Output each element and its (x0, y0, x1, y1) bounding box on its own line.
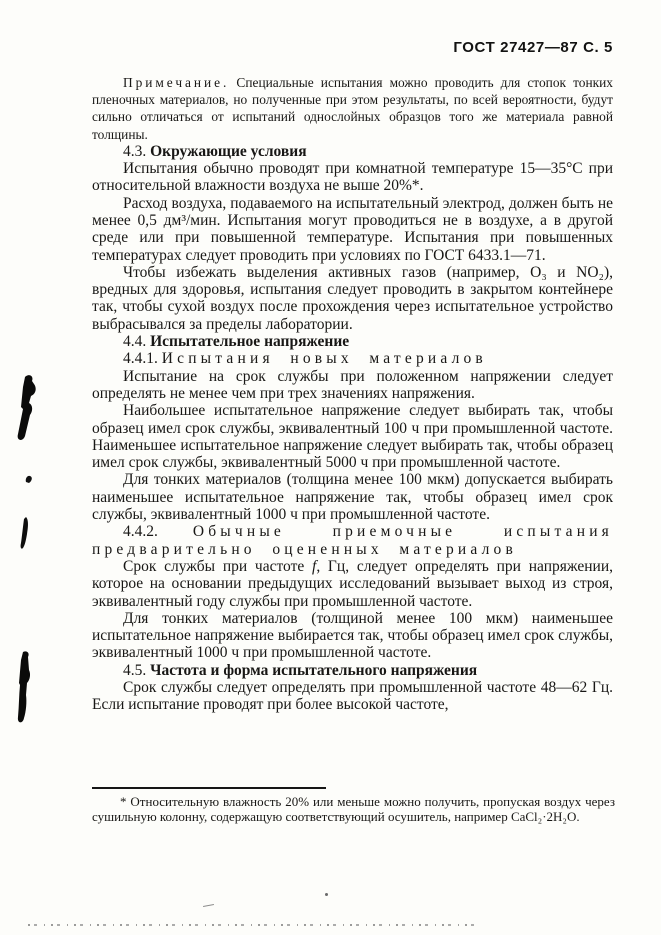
footnote-block (92, 787, 615, 825)
section-title-4-3: Окружающие условия (150, 142, 307, 160)
note-text: Специальные испытания можно проводить для стопок тонких пленочных материалов, но полученные при этом результаты, по всей вероятности, будут сильно отличаться от испытаний однослойных образцов того же материала равной толщины. (92, 75, 613, 142)
paragraph-voltage-3: Для тонких материалов (толщина менее 100 мкм) допускается выбирать наименьшее испытательное напряжение так, чтобы образец имел срок службы, эквивалентный 1000 ч при промышленной частоте. (92, 471, 613, 524)
ink-mark (12, 374, 38, 444)
paragraph-frequency-1: Срок службы следует определять при промышленной частоте 48—62 Гц. Если испытание проводят при более высокой частоте, (92, 679, 613, 714)
footnote-text: * Относительную влажность 20% или меньше можно получить, пропуская воздух через сушильную колонну, содержащую соответствующий осушитель, например CaCl₂·2H₂O. (92, 794, 615, 824)
page-header: ГОСТ 27427—87 С. 5 (453, 39, 613, 56)
footnote-divider (92, 787, 326, 789)
section-title-4-4-2: Обычные приемочные испытания предварительно оцененных материалов (92, 523, 613, 558)
scan-noise-line (28, 924, 476, 926)
note-label: Примечание. (123, 75, 230, 90)
ink-stroke-icon (20, 516, 30, 550)
section-number-4-3: 4.3. (123, 142, 147, 160)
ink-mark (14, 650, 32, 730)
section-heading-4-5 (92, 662, 613, 679)
section-title-4-4: Испытательное напряжение (150, 333, 350, 351)
paragraph-acceptance-2: Для тонких материалов (толщиной менее 100 мкм) наименьшее испытательное напряжение выбирается так, чтобы образец имел срок службы, эквивалентный 1000 ч при промышленной частоте. (92, 609, 613, 662)
section-number-4-4-1: 4.4.1. (123, 350, 158, 368)
paragraph-ambient-2: Расход воздуха, подаваемого на испытательный электрод, должен быть не менее 0,5 дм³/мин. Испытания могут проводиться не в воздухе, а в другой среде или при повышенной температуре. Испытания при повышенных температурах следует проводить при условиях по ГОСТ 6433.1—71. (92, 194, 613, 264)
paragraph-ambient-3: Чтобы избежать выделения активных газов (например, О₃ и NO₂), вредных для здоровья, испытания следует проводить в закрытом контейнере так, чтобы сухой воздух после прохождения через испытательное устройство выбрасывался за пределы лаборатории. (92, 263, 613, 333)
paragraph-voltage-2: Наибольшее испытательное напряжение следует выбирать так, чтобы образец имел срок службы, эквивалентный 100 ч при промышленной частоте. Наименьшее испытательное напряжение следует выбирать так, чтобы образец имел срок службы, эквивалентный 5000 ч при промышленной частоте. (92, 402, 613, 472)
section-number-4-4: 4.4. (123, 333, 147, 351)
text-column (92, 74, 613, 714)
ink-mark (20, 516, 30, 550)
section-number-4-5: 4.5. (123, 661, 147, 679)
ink-blob-icon (14, 650, 32, 730)
scan-noise-dot (325, 893, 328, 896)
section-title-4-5: Частота и форма испытательного напряжения (150, 661, 478, 679)
paragraph-ambient-1: Испытания обычно проводят при комнатной температуре 15—35°С при относительной влажности воздуха не выше 20%*. (92, 160, 613, 195)
section-heading-4-4 (92, 333, 613, 350)
acceptance-text-a: Срок службы при частоте (123, 557, 312, 575)
frequency-symbol: f (312, 557, 317, 575)
ink-dot-icon (25, 475, 33, 484)
section-heading-4-3 (92, 143, 613, 160)
scan-noise-tick (203, 904, 214, 907)
ink-blob-icon (12, 374, 38, 444)
section-heading-4-4-1 (92, 350, 613, 367)
section-number-4-4-2: 4.4.2. (123, 523, 158, 541)
paragraph-voltage-1: Испытание на срок службы при положенном напряжении следует определять не менее чем при трех значениях напряжения. (92, 367, 613, 402)
section-title-4-4-1: Испытания новых материалов (161, 350, 487, 368)
ink-mark (25, 475, 33, 484)
ink-dot-shape (26, 476, 32, 483)
ink-blob-shape (18, 651, 30, 722)
acceptance-text-b: , Гц, следует определять при напряжении, которое на основании предыдущих исследований вызывает выход из строя, эквивалентный году службы при промышленной частоте. (92, 557, 614, 610)
ink-stroke-shape (21, 517, 28, 549)
paragraph-acceptance-1 (92, 558, 613, 610)
ink-blob-shape (18, 375, 36, 440)
note-paragraph (92, 74, 613, 143)
section-heading-4-4-2 (92, 523, 613, 558)
